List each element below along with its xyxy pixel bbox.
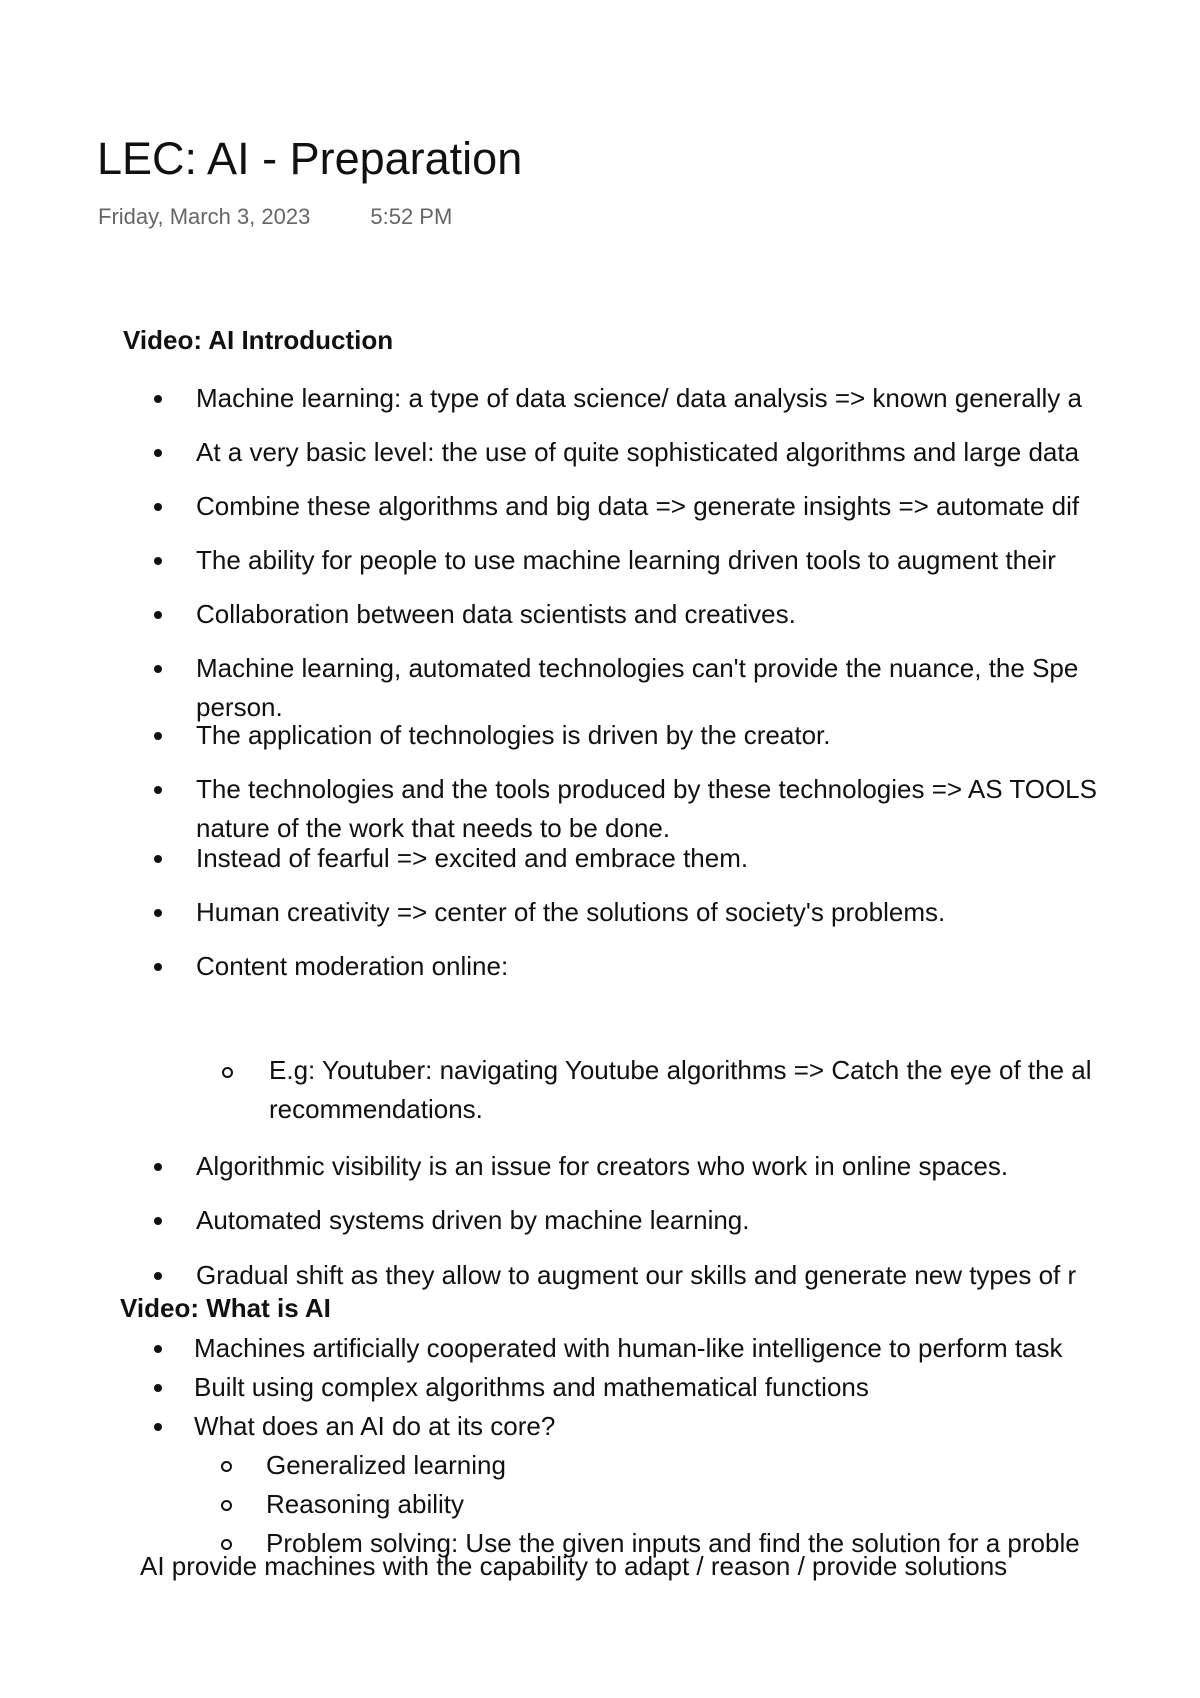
clipped-list-item-text: AI provide machines with the capability to adapt / reason / provide solutions xyxy=(140,1551,1008,1581)
clipped-list-item xyxy=(140,1551,1200,1581)
list-item: Built using complex algorithms and mathematical functions xyxy=(194,1372,869,1402)
list-item: Content moderation online: xyxy=(196,951,509,981)
bullet-icon xyxy=(154,611,162,619)
list-item: The ability for people to use machine learning driven tools to augment their xyxy=(196,545,1056,575)
bullet-icon xyxy=(154,557,162,565)
sub-list-item: Generalized learning xyxy=(266,1450,506,1480)
list-item: Combine these algorithms and big data => generate insights => automate dif xyxy=(196,491,1080,521)
sub-list-item-continuation: recommendations. xyxy=(269,1094,483,1124)
bullet-icon xyxy=(154,963,162,971)
bullet-icon xyxy=(154,1345,162,1353)
bullet-icon xyxy=(154,1384,162,1392)
sub-list-item: Reasoning ability xyxy=(266,1489,465,1519)
section-heading: Video: AI Introduction xyxy=(123,325,394,355)
list-item: Machine learning, automated technologies can't provide the nuance, the Spe xyxy=(196,653,1079,683)
sub-list-item: Problem solving: Use the given inputs and find the solution for a proble xyxy=(266,1528,1080,1558)
bullet-icon xyxy=(154,855,162,863)
bullet-icon xyxy=(154,503,162,511)
list-item: Human creativity => center of the solutions of society's problems. xyxy=(196,897,946,927)
list-item: Machines artificially cooperated with human-like intelligence to perform task xyxy=(194,1333,1063,1363)
bullet-icon xyxy=(154,1217,162,1225)
bullet-icon xyxy=(154,786,162,794)
bullet-icon xyxy=(154,395,162,403)
page-time: 5:52 PM xyxy=(370,204,453,229)
list-item: Gradual shift as they allow to augment our skills and generate new types of r xyxy=(196,1260,1077,1290)
list-item-continuation: person. xyxy=(196,692,283,722)
bullet-icon xyxy=(154,665,162,673)
circle-bullet-icon xyxy=(221,1461,232,1472)
circle-bullet-icon xyxy=(221,1539,232,1550)
bullet-icon xyxy=(154,909,162,917)
circle-bullet-icon xyxy=(221,1500,232,1511)
bullet-icon xyxy=(154,1272,162,1280)
list-item: Algorithmic visibility is an issue for creators who work in online spaces. xyxy=(196,1151,1009,1181)
list-item: Instead of fearful => excited and embrace them. xyxy=(196,843,749,873)
list-item: The application of technologies is driven by the creator. xyxy=(196,720,831,750)
bullet-icon xyxy=(154,732,162,740)
list-item: What does an AI do at its core? xyxy=(194,1411,556,1441)
page-date: Friday, March 3, 2023 xyxy=(98,204,311,229)
list-item: The technologies and the tools produced by these technologies => AS TOOLS xyxy=(196,774,1097,804)
list-item: Automated systems driven by machine learning. xyxy=(196,1205,750,1235)
section-heading: Video: What is AI xyxy=(120,1293,331,1323)
sub-list-item: E.g: Youtuber: navigating Youtube algorithms => Catch the eye of the al xyxy=(269,1055,1092,1085)
page-title: LEC: AI - Preparation xyxy=(97,133,523,184)
list-item-continuation: nature of the work that needs to be done. xyxy=(196,813,671,843)
list-item: Collaboration between data scientists and creatives. xyxy=(196,599,796,629)
list-item: Machine learning: a type of data science/ data analysis => known generally a xyxy=(196,383,1082,413)
bullet-icon xyxy=(154,449,162,457)
circle-bullet-icon xyxy=(222,1067,233,1078)
bullet-icon xyxy=(154,1423,162,1431)
bullet-icon xyxy=(154,1163,162,1171)
list-item: At a very basic level: the use of quite sophisticated algorithms and large data xyxy=(196,437,1080,467)
